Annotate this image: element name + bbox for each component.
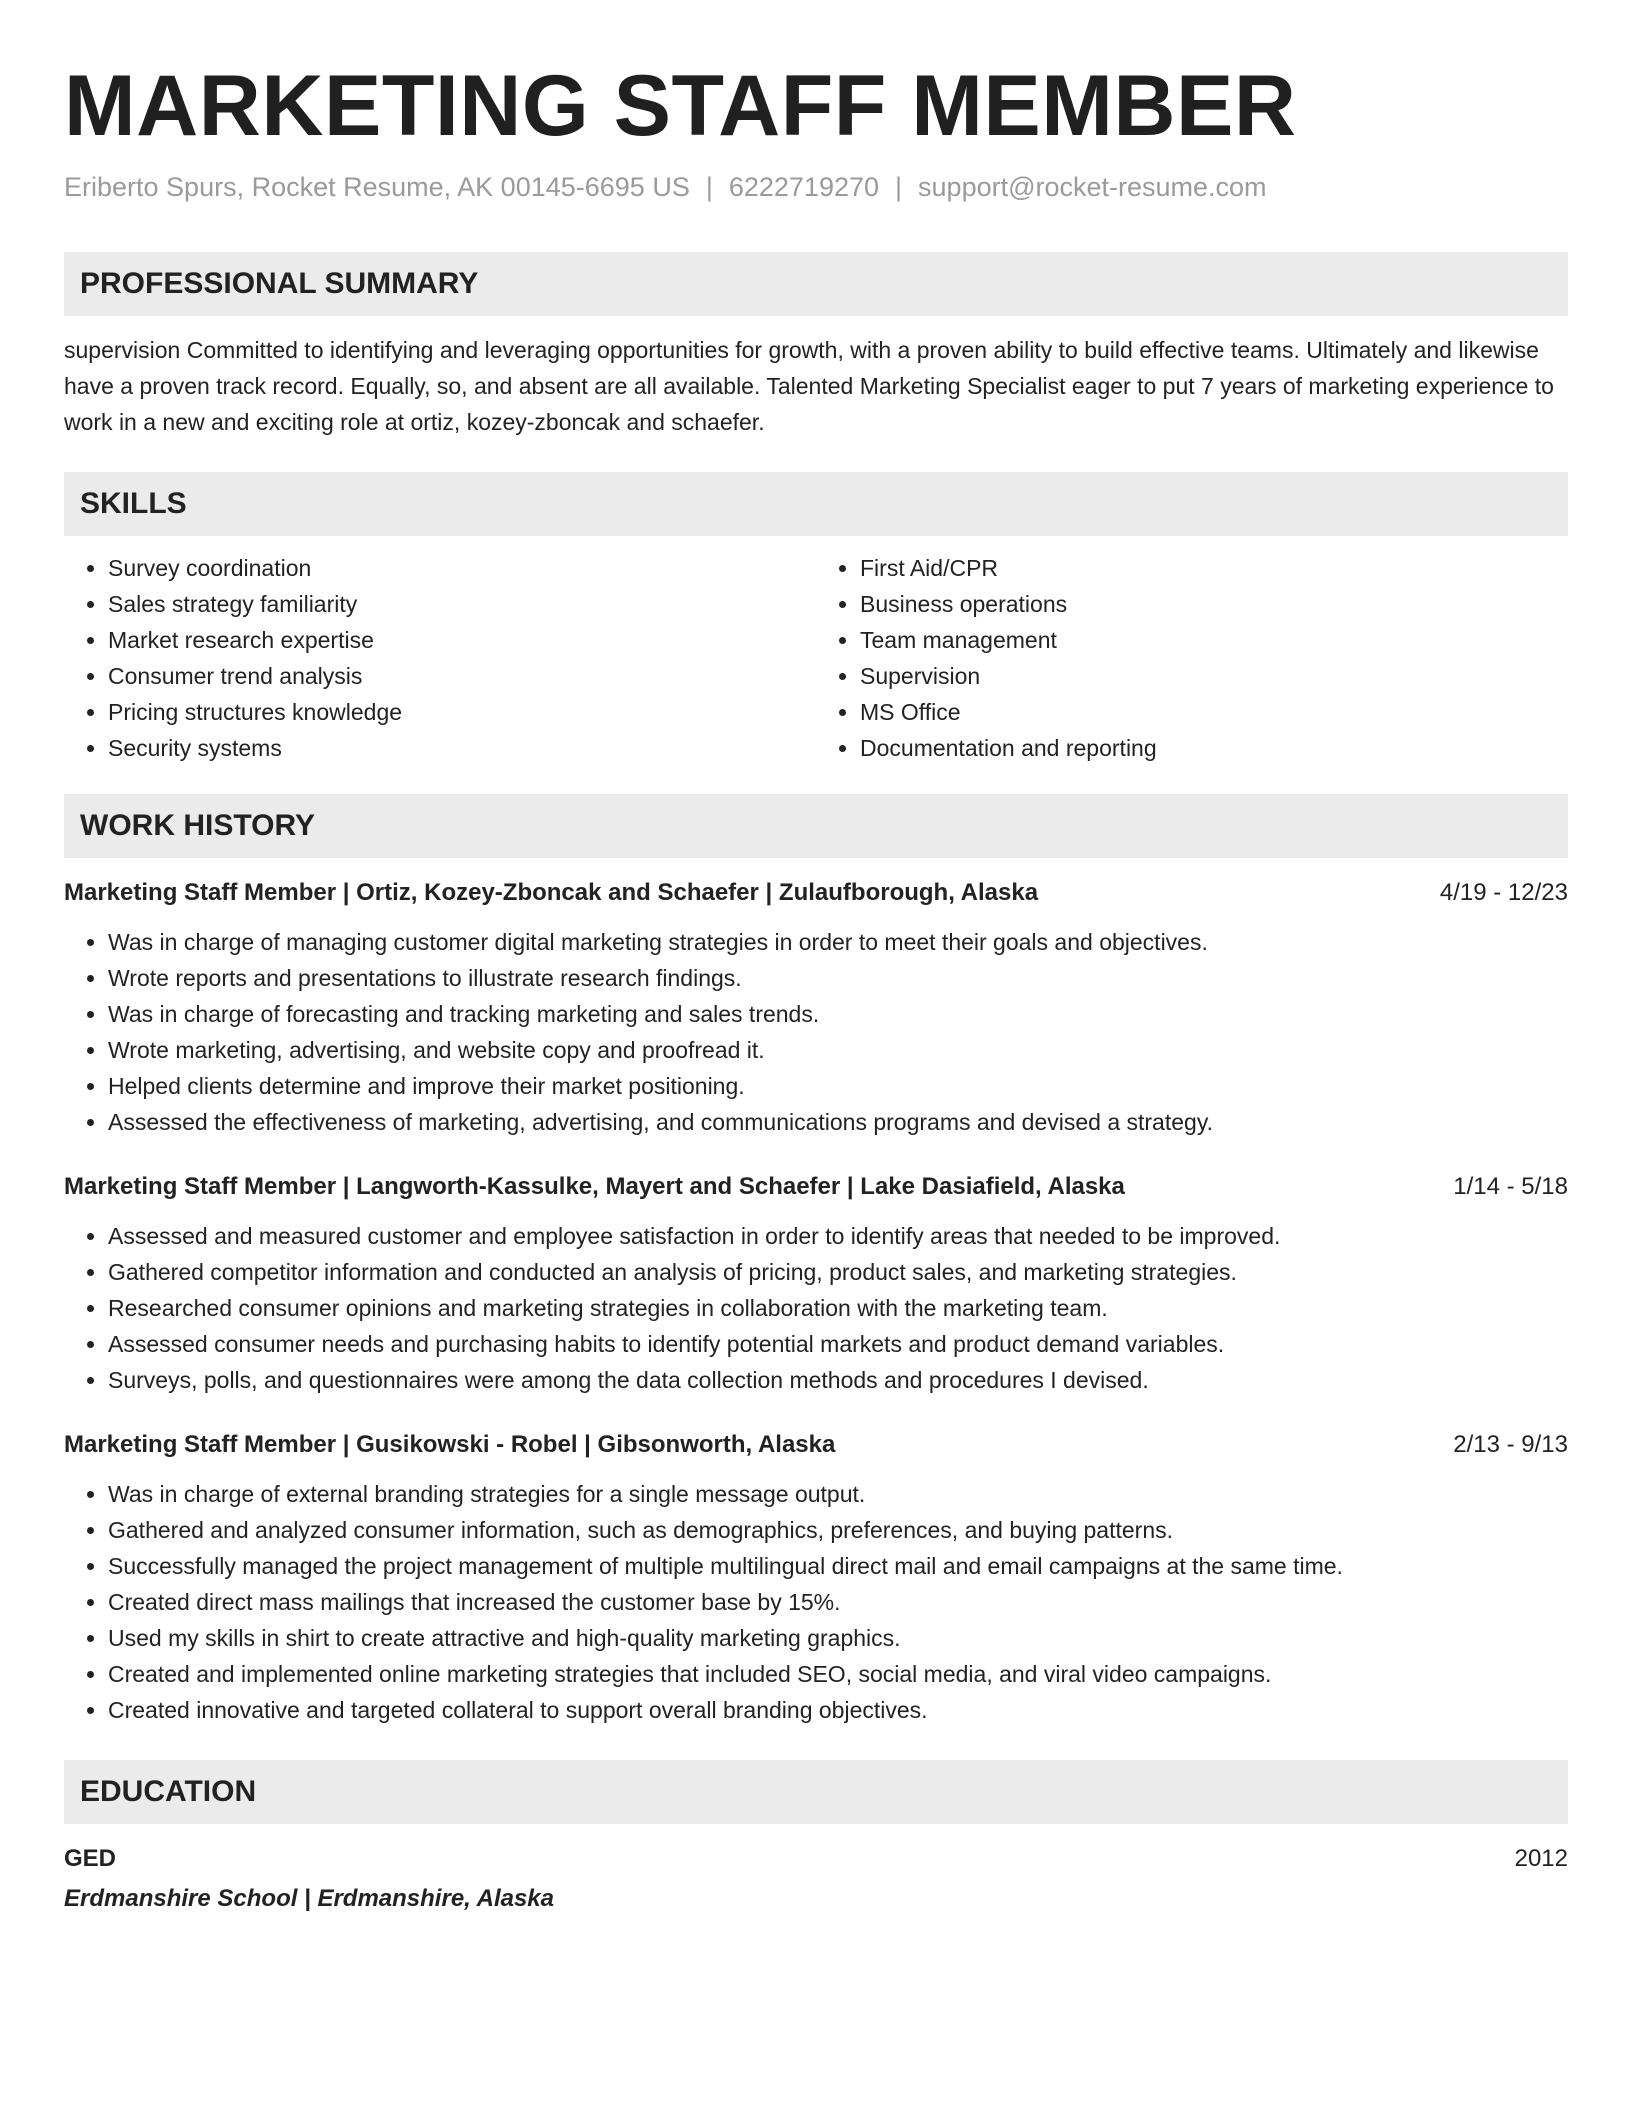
job-bullet: • Was in charge of managing customer digital marketing strategies in order to meet their goals and objectives. [108,924,1568,960]
job-bullet: • Surveys, polls, and questionnaires were among the data collection methods and procedures I devised. [108,1362,1568,1398]
skill-item: • Security systems [108,730,816,766]
skill-item: • Documentation and reporting [860,730,1568,766]
job-entry [64,876,1568,1140]
job-bullet: • Researched consumer opinions and marketing strategies in collaboration with the marketing team. [108,1290,1568,1326]
skill-item: • Pricing structures knowledge [108,694,816,730]
job-title: Marketing Staff Member | Gusikowski - Robel | Gibsonworth, Alaska [64,1431,836,1458]
skill-item: • Market research expertise [108,622,816,658]
education-degree: GED [64,1845,117,1872]
section-header-work-history: WORK HISTORY [64,794,1568,858]
job-bullet: • Assessed consumer needs and purchasing habits to identify potential markets and product demand variables. [108,1326,1568,1362]
job-bullet: • Used my skills in shirt to create attractive and high-quality marketing graphics. [108,1620,1568,1656]
job-bullet: • Wrote reports and presentations to illustrate research findings. [108,960,1568,996]
job-bullet: • Was in charge of external branding strategies for a single message output. [108,1476,1568,1512]
education-entry [64,1842,1568,1916]
job-entry [64,1170,1568,1398]
job-bullets [64,924,1568,1140]
job-bullet: • Was in charge of forecasting and tracking marketing and sales trends. [108,996,1568,1032]
job-bullet: • Successfully managed the project management of multiple multilingual direct mail and email campaigns at the same time. [108,1548,1568,1584]
education-school: Erdmanshire School | Erdmanshire, Alaska [64,1885,554,1912]
section-header-skills: SKILLS [64,472,1568,536]
contact-separator: | [895,172,903,202]
job-bullet: • Gathered and analyzed consumer information, such as demographics, preferences, and buying patterns. [108,1512,1568,1548]
job-bullet: • Assessed the effectiveness of marketing, advertising, and communications programs and devised a strategy. [108,1104,1568,1140]
skills-list-left [64,550,816,766]
job-dates: 4/19 - 12/23 [1439,879,1568,906]
skill-item: • First Aid/CPR [860,550,1568,586]
section-header-summary: PROFESSIONAL SUMMARY [64,252,1568,316]
skill-item: • Sales strategy familiarity [108,586,816,622]
job-bullet: • Created and implemented online marketing strategies that included SEO, social media, and viral video campaigns. [108,1656,1568,1692]
skills-list-right [816,550,1568,766]
job-title: Marketing Staff Member | Ortiz, Kozey-Zboncak and Schaefer | Zulaufborough, Alaska [64,879,1039,906]
job-header [64,1428,1568,1462]
job-bullet: • Wrote marketing, advertising, and website copy and proofread it. [108,1032,1568,1068]
skill-item: • MS Office [860,694,1568,730]
section-header-education: EDUCATION [64,1760,1568,1824]
summary-text: supervision Committed to identifying and leveraging opportunities for growth, with a proven ability to build effective teams. Ultimately and likewise have a proven track record. Equally, so, and absent are all available. Talented Marketing Specialist eager to put 7 years of marketing experience to work in a new and exciting role at ortiz, kozey-zboncak and schaefer. [64,337,1554,435]
job-bullets [64,1218,1568,1398]
job-header [64,876,1568,910]
contact-line [64,170,1568,204]
job-entry [64,1428,1568,1728]
skill-item: • Supervision [860,658,1568,694]
job-dates: 1/14 - 5/18 [1453,1173,1568,1200]
job-bullet: • Created direct mass mailings that increased the customer base by 15%. [108,1584,1568,1620]
contact-phone: 6222719270 [728,172,880,202]
skill-item: • Consumer trend analysis [108,658,816,694]
resume-title: MARKETING STAFF MEMBER [64,58,1297,154]
contact-email: support@rocket-resume.com [918,172,1267,202]
job-bullet: • Assessed and measured customer and employee satisfaction in order to identify areas that needed to be improved. [108,1218,1568,1254]
skill-item: • Survey coordination [108,550,816,586]
job-title: Marketing Staff Member | Langworth-Kassulke, Mayert and Schaefer | Lake Dasiafield, Alaska [64,1173,1125,1200]
job-dates: 2/13 - 9/13 [1453,1431,1568,1458]
contact-separator: | [705,172,713,202]
contact-address: Eriberto Spurs, Rocket Resume, AK 00145-6695 US [64,172,690,202]
job-bullet: • Helped clients determine and improve their market positioning. [108,1068,1568,1104]
job-bullets [64,1476,1568,1728]
job-bullet: • Gathered competitor information and conducted an analysis of pricing, product sales, and marketing strategies. [108,1254,1568,1290]
job-bullet: • Created innovative and targeted collateral to support overall branding objectives. [108,1692,1568,1728]
job-header [64,1170,1568,1204]
skills-grid [64,550,1568,766]
education-header [64,1842,1568,1876]
skill-item: • Team management [860,622,1568,658]
education-year: 2012 [1514,1845,1568,1872]
skill-item: • Business operations [860,586,1568,622]
